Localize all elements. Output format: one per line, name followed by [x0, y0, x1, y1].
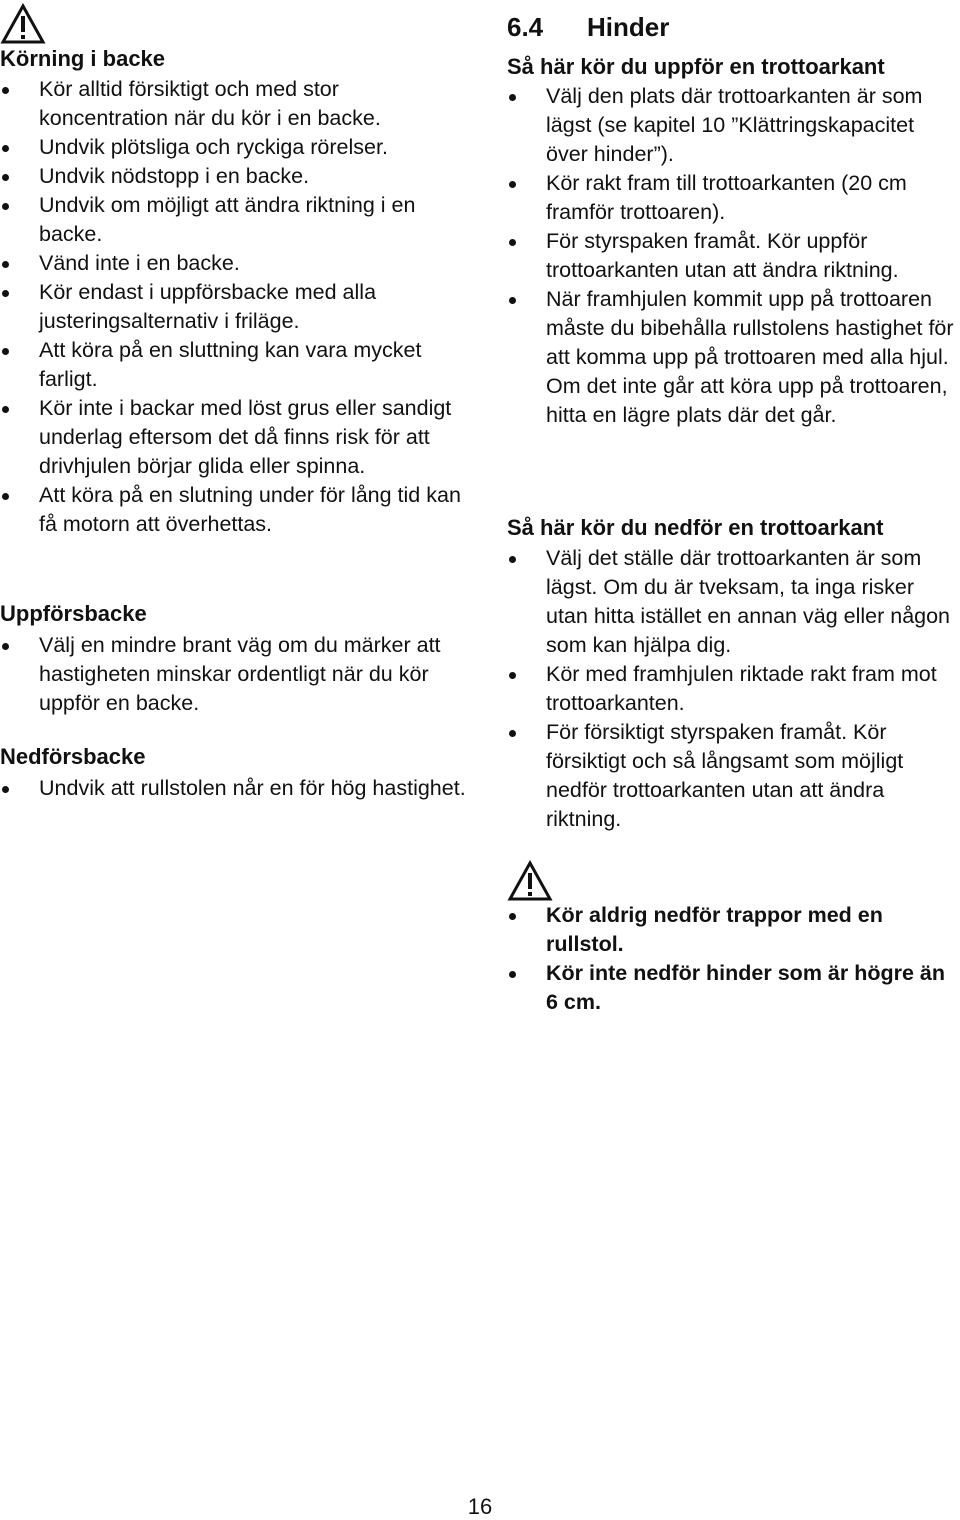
- warning-triangle-icon: [507, 860, 553, 902]
- heading-nedforsbacke: Nedförsbacke: [0, 744, 146, 769]
- list-item: Att köra på en slutning under för lång tid kan få motorn att överhettas.: [0, 481, 470, 539]
- page-number: 16: [467, 1494, 493, 1519]
- heading-uppfor-trottoarkant: Så här kör du uppför en trottoarkant: [507, 54, 885, 79]
- list-item: Undvik om möjligt att ändra riktning i en backe.: [0, 191, 470, 249]
- list-item: Kör inte i backar med löst grus eller sandigt underlag eftersom det då finns risk för att drivhjulen börjar glida eller spinna.: [0, 394, 470, 481]
- warning-item: Kör aldrig nedför trappor med en rullstol.: [507, 901, 960, 959]
- section-number: 6.4: [507, 12, 544, 42]
- list-item: Kör rakt fram till trottoarkanten (20 cm framför trottoaren).: [507, 169, 960, 227]
- list-item: För styrspaken framåt. Kör uppför trottoarkanten utan att ändra riktning.: [507, 227, 960, 285]
- list-warnings: [507, 901, 960, 1017]
- heading-korning-i-backe: Körning i backe: [0, 46, 166, 71]
- warning-item: Kör inte nedför hinder som är högre än 6 cm.: [507, 959, 960, 1017]
- list-nedfor-trottoarkant: [507, 544, 960, 834]
- list-item: Välj den plats där trottoarkanten är som lägst (se kapitel 10 ”Klättringskapacitet över hinder”).: [507, 82, 960, 169]
- section-title: [507, 12, 960, 42]
- list-item: Kör alltid försiktigt och med stor koncentration när du kör i en backe.: [0, 75, 470, 133]
- section-title-text: Hinder: [587, 12, 670, 42]
- list-item: Välj det ställe där trottoarkanten är som lägst. Om du är tveksam, ta inga risker utan hitta istället en annan väg eller någon som kan hjälpa dig.: [507, 544, 960, 660]
- list-item: Undvik att rullstolen når en för hög hastighet.: [0, 774, 470, 803]
- list-uppforsbacke: [0, 631, 470, 718]
- list-item: Undvik plötsliga och ryckiga rörelser.: [0, 133, 470, 162]
- list-item: Undvik nödstopp i en backe.: [0, 162, 470, 191]
- list-nedforsbacke: [0, 774, 470, 803]
- list-item: Vänd inte i en backe.: [0, 249, 470, 278]
- list-item: För försiktigt styrspaken framåt. Kör försiktigt och så långsamt som möjligt nedför trottoarkanten utan att ändra riktning.: [507, 718, 960, 834]
- list-item: Kör med framhjulen riktade rakt fram mot trottoarkanten.: [507, 660, 960, 718]
- list-item: Kör endast i uppförsbacke med alla justeringsalternativ i friläge.: [0, 278, 470, 336]
- heading-nedfor-trottoarkant: Så här kör du nedför en trottoarkant: [507, 515, 884, 540]
- list-uppfor-trottoarkant: [507, 82, 960, 430]
- warning-triangle-icon: [0, 3, 46, 45]
- list-korning-i-backe: [0, 75, 470, 539]
- list-item: Att köra på en sluttning kan vara mycket farligt.: [0, 336, 470, 394]
- list-item: Välj en mindre brant väg om du märker att hastigheten minskar ordentligt när du kör uppför en backe.: [0, 631, 470, 718]
- list-item: När framhjulen kommit upp på trottoaren måste du bibehålla rullstolens hastighet för att komma upp på trottoaren med alla hjul. Om det inte går att köra upp på trottoaren, hitta en lägre plats där det går.: [507, 285, 960, 430]
- heading-uppforsbacke: Uppförsbacke: [0, 601, 147, 626]
